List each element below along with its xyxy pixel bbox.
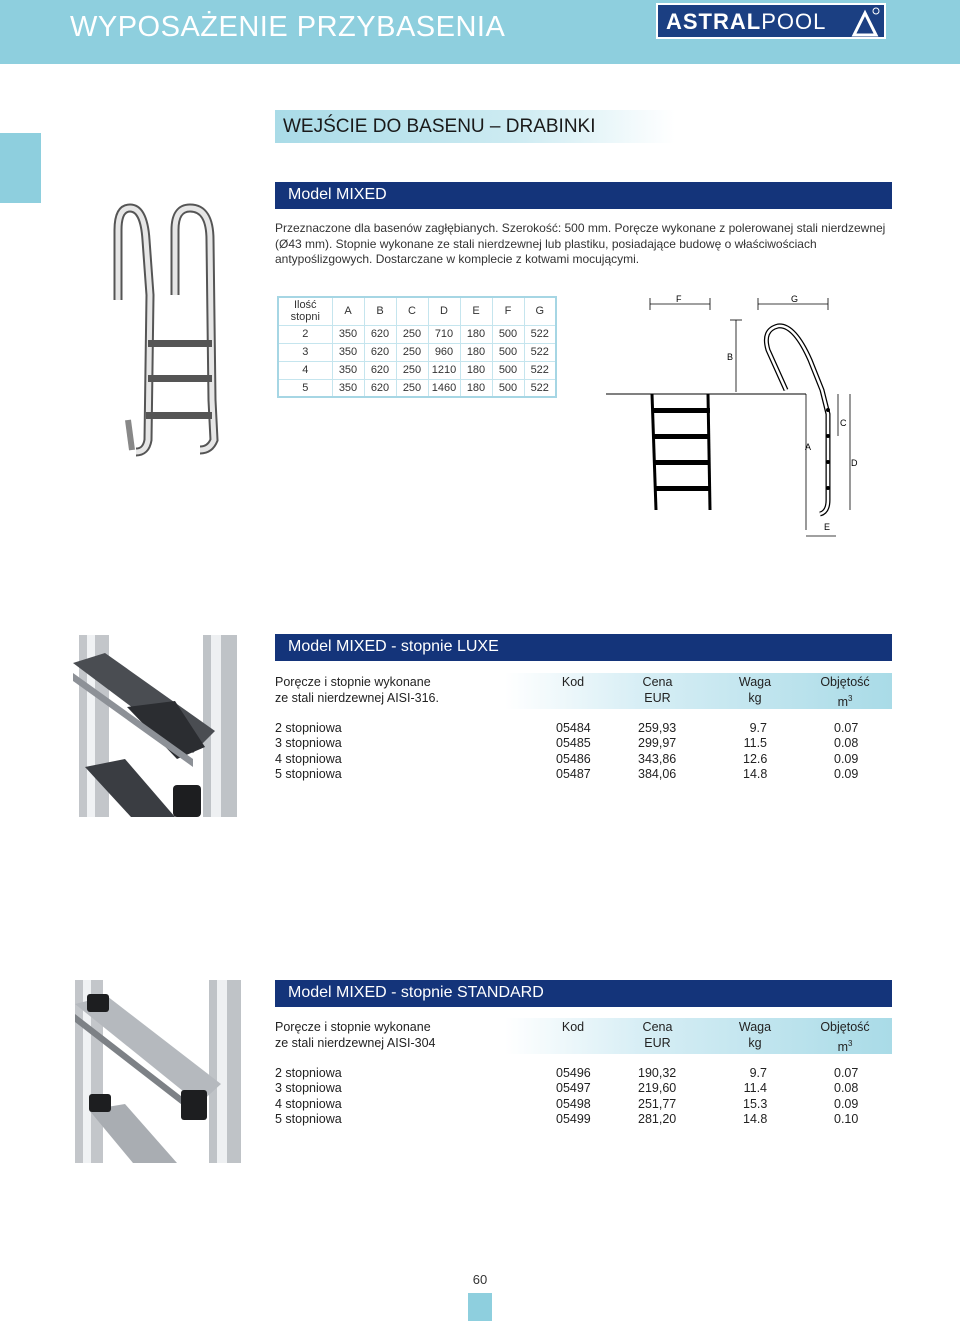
page-number: 60 [472, 1272, 488, 1287]
dims-row [278, 361, 556, 379]
dims-cell: 1460 [428, 379, 460, 397]
luxe-desc-line2: ze stali nierdzewnej AISI-316. [275, 690, 439, 705]
logo-light-text: POOL [761, 9, 827, 34]
dimensions-table [277, 296, 557, 398]
standard-row: 2 stopniowa 05496 190,32 9.7 0.07 [275, 1066, 859, 1080]
col-cena: Cena EUR [642, 1020, 673, 1050]
standard-desc-line1: Poręcze i stopnie wykonane [275, 1020, 431, 1034]
dims-cell: 250 [396, 343, 428, 361]
standard-desc-line2: ze stali nierdzewnej AISI-304 [275, 1035, 436, 1050]
dims-cell: 522 [524, 325, 556, 343]
dims-cell: 500 [492, 343, 524, 361]
standard-description [275, 1020, 436, 1051]
dims-cell: 620 [364, 325, 396, 343]
side-tab-marker [0, 133, 41, 203]
section-title: WEJŚCIE DO BASENU – DRABINKI [283, 116, 596, 137]
col-kod: Kod [561, 675, 585, 689]
dims-cell: 4 [278, 361, 332, 379]
model-luxe-title: Model MIXED - stopnie LUXE [288, 638, 499, 655]
dims-cell: 710 [428, 325, 460, 343]
dims-cell: 3 [278, 343, 332, 361]
model-mixed-header [275, 182, 892, 209]
dims-row [278, 343, 556, 361]
dim-label-f: F [676, 294, 682, 304]
dim-label-e: E [824, 522, 831, 532]
page-tab-marker [468, 1293, 492, 1321]
dims-cell: 2 [278, 325, 332, 343]
col-cena: Cena EUR [642, 675, 673, 705]
logo-text [666, 9, 826, 35]
luxe-row: 4 stopniowa 05486 343,86 12.6 0.09 [275, 752, 859, 766]
dims-cell: 5 [278, 379, 332, 397]
dims-cell: 350 [332, 361, 364, 379]
dims-cell: 500 [492, 361, 524, 379]
model-standard-title: Model MIXED - stopnie STANDARD [288, 984, 544, 1001]
dims-header-cell: A [332, 297, 364, 325]
dims-cell: 350 [332, 325, 364, 343]
dims-cell: 522 [524, 361, 556, 379]
col-objetosc: Objętość $m^3$ [820, 1020, 870, 1054]
dims-cell: 522 [524, 343, 556, 361]
astralpool-logo [656, 3, 886, 39]
dims-row [278, 379, 556, 397]
model-luxe-header [275, 634, 892, 661]
dims-cell: 250 [396, 325, 428, 343]
dims-cell: 1210 [428, 361, 460, 379]
ladder-luxe-image [65, 635, 255, 817]
ladder-mixed-image [100, 200, 230, 460]
dim-label-a: A [805, 442, 812, 452]
dims-cell: 180 [460, 379, 492, 397]
logo-bold-text: ASTRAL [666, 9, 762, 34]
dims-header-cell: D [428, 297, 460, 325]
dims-cell: 350 [332, 343, 364, 361]
dims-cell: 350 [332, 379, 364, 397]
dims-header-cell: C [396, 297, 428, 325]
dims-cell: 500 [492, 379, 524, 397]
header-bar [0, 0, 960, 64]
standard-row: 4 stopniowa 05498 251,77 15.3 0.09 [275, 1097, 859, 1111]
luxe-row: 5 stopniowa 05487 384,06 14.8 0.09 [275, 767, 859, 781]
logo-mark-icon [850, 7, 880, 37]
dims-header-cell: B [364, 297, 396, 325]
dims-cell: 500 [492, 325, 524, 343]
dims-cell: 180 [460, 361, 492, 379]
ladder-standard-image [65, 980, 255, 1163]
dims-cell: 180 [460, 343, 492, 361]
standard-row: 3 stopniowa 05497 219,60 11.4 0.08 [275, 1081, 859, 1095]
col-waga: Waga kg [738, 675, 772, 705]
dims-cell: 960 [428, 343, 460, 361]
model-mixed-description: Przeznaczone dla basenów zagłębianych. Szerokość: 500 mm. Poręcze wykonane z polerowanej stali nierdzewnej (Ø43 mm). Stopnie wykonane ze stali nierdzewnej lub plastiku, posiadające budowę o właściwościach antypoślizgowych. Dostarczane w komplecie z kotwami mocującymi. [275, 221, 886, 266]
dims-cell: 620 [364, 379, 396, 397]
section-title-bar [275, 110, 675, 143]
dim-label-d: D [851, 458, 858, 468]
dims-header-cell: F [492, 297, 524, 325]
dims-header-qty: Ilość stopni [278, 297, 332, 325]
page-title: WYPOSAŻENIE PRZYBASENIA [70, 11, 506, 43]
dims-row [278, 325, 556, 343]
dims-header-cell: G [524, 297, 556, 325]
ladder-dimension-drawing [606, 290, 876, 540]
dims-cell: 250 [396, 379, 428, 397]
luxe-row: 2 stopniowa 05484 259,93 9.7 0.07 [275, 721, 859, 735]
luxe-description [275, 675, 439, 706]
dim-label-c: C [840, 418, 847, 428]
luxe-desc-line1: Poręcze i stopnie wykonane [275, 675, 431, 689]
standard-row: 5 stopniowa 05499 281,20 14.8 0.10 [275, 1112, 859, 1126]
dim-label-b: B [727, 352, 734, 362]
col-kod: Kod [561, 1020, 585, 1034]
dim-label-g: G [791, 294, 799, 304]
model-standard-header [275, 980, 892, 1007]
dims-cell: 620 [364, 343, 396, 361]
col-waga: Waga kg [738, 1020, 772, 1050]
dims-cell: 522 [524, 379, 556, 397]
col-objetosc: Objętość $m^3$ [820, 675, 870, 709]
luxe-row: 3 stopniowa 05485 299,97 11.5 0.08 [275, 736, 859, 750]
dims-cell: 250 [396, 361, 428, 379]
model-mixed-title: Model MIXED [288, 186, 387, 203]
dims-cell: 180 [460, 325, 492, 343]
dims-header-cell: E [460, 297, 492, 325]
dims-cell: 620 [364, 361, 396, 379]
